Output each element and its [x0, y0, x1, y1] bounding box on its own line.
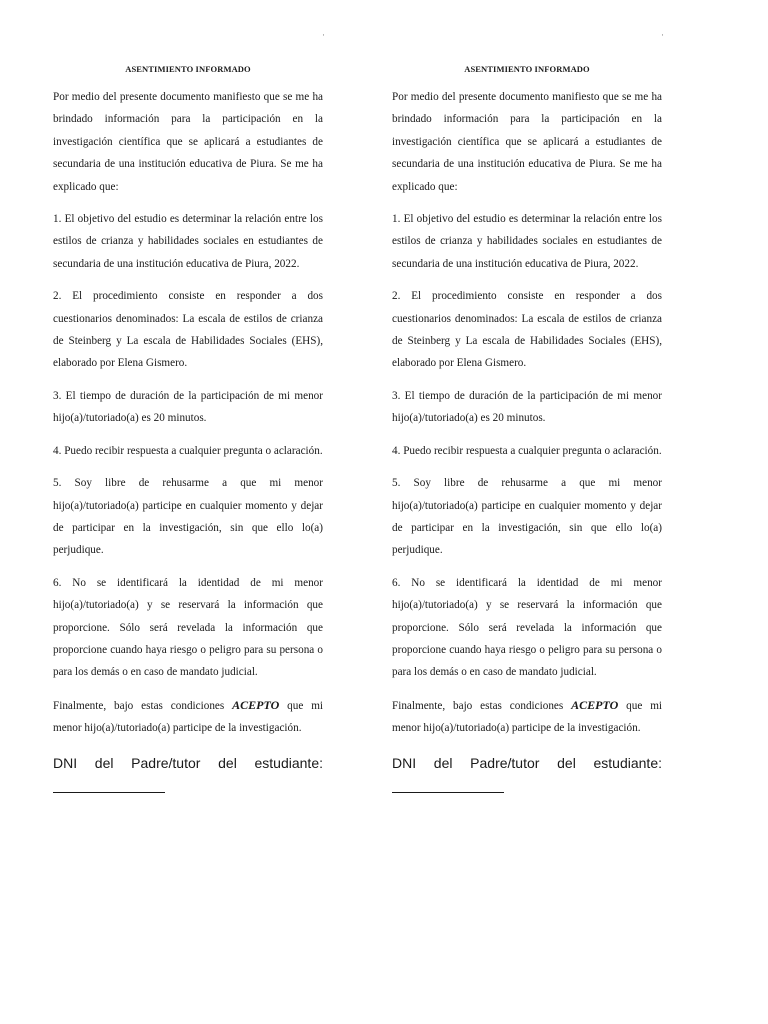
dni-label: DNI del Padre/tutor del estudiante:	[53, 754, 323, 771]
form-title: ASENTIMIENTO INFORMADO	[464, 64, 590, 74]
accept-word: ACEPTO	[571, 697, 619, 712]
item-2: 2. El procedimiento consiste en responder a dos cuestionarios denominados: La escala de estilos de crianza de Steinberg y La escala de Habilidades Sociales (EHS), elaborado por Elena Gismero.	[392, 290, 662, 370]
item-1: 1. El objetivo del estudio es determinar la relación entre los estilos de crianza y habilidades sociales en estudiantes de secundaria de una institución educativa de Piura, 2022.	[392, 213, 662, 270]
corner-mark: ·	[661, 30, 664, 40]
form-title: ASENTIMIENTO INFORMADO	[125, 64, 251, 74]
item-5: 5. Soy libre de rehusarme a que mi menor hijo(a)/tutoriado(a) participe en cualquier momento y dejar de participar en la investigación, sin que ello lo(a) perjudique.	[53, 477, 323, 557]
item-3: 3. El tiempo de duración de la participación de mi menor hijo(a)/tutoriado(a) es 20 minutos.	[392, 389, 662, 425]
item-4: 4. Puedo recibir respuesta a cualquier pregunta o aclaración.	[392, 444, 662, 457]
item-2: 2. El procedimiento consiste en responder a dos cuestionarios denominados: La escala de estilos de crianza de Steinberg y La escala de Habilidades Sociales (EHS), elaborado por Elena Gismero.	[53, 290, 323, 370]
accept-word: ACEPTO	[232, 697, 280, 712]
corner-mark: ·	[322, 30, 325, 40]
item-6: 6. No se identificará la identidad de mi menor hijo(a)/tutoriado(a) y se reservará la información que proporcione. Sólo será revelada la información que proporcione cuando haya riesgo o peligro para su persona o para los demás o en caso de mandato judicial.	[392, 576, 662, 679]
final-text-after: que mi menor hijo(a)/tutoriado(a) participe de la investigación.	[392, 699, 663, 735]
item-3: 3. El tiempo de duración de la participación de mi menor hijo(a)/tutoriado(a) es 20 minutos.	[53, 389, 323, 425]
intro-paragraph: Por medio del presente documento manifiesto que se me ha brindado información para la participación en la investigación científica que se aplicará a estudiantes de secundaria de una institución educativa de Piura. Se me ha explicado que:	[392, 91, 662, 193]
item-5: 5. Soy libre de rehusarme a que mi menor hijo(a)/tutoriado(a) participe en cualquier momento y dejar de participar en la investigación, sin que ello lo(a) perjudique.	[392, 477, 662, 557]
dni-signature-line[interactable]	[53, 778, 165, 793]
final-paragraph	[53, 694, 323, 740]
item-4: 4. Puedo recibir respuesta a cualquier pregunta o aclaración.	[53, 444, 323, 457]
item-1: 1. El objetivo del estudio es determinar la relación entre los estilos de crianza y habilidades sociales en estudiantes de secundaria de una institución educativa de Piura, 2022.	[53, 213, 323, 270]
final-text-after: que mi menor hijo(a)/tutoriado(a) participe de la investigación.	[53, 699, 324, 735]
final-paragraph	[392, 694, 662, 740]
intro-paragraph: Por medio del presente documento manifiesto que se me ha brindado información para la participación en la investigación científica que se aplicará a estudiantes de secundaria de una institución educativa de Piura. Se me ha explicado que:	[53, 91, 323, 193]
consent-form-right	[392, 30, 662, 793]
dni-label: DNI del Padre/tutor del estudiante:	[392, 754, 662, 771]
final-text-before: Finalmente, bajo estas condiciones	[392, 699, 572, 712]
item-6: 6. No se identificará la identidad de mi menor hijo(a)/tutoriado(a) y se reservará la información que proporcione. Sólo será revelada la información que proporcione cuando haya riesgo o peligro para su persona o para los demás o en caso de mandato judicial.	[53, 576, 323, 679]
consent-form-left	[53, 30, 323, 793]
dni-signature-line[interactable]	[392, 778, 504, 793]
final-text-before: Finalmente, bajo estas condiciones	[53, 699, 233, 712]
